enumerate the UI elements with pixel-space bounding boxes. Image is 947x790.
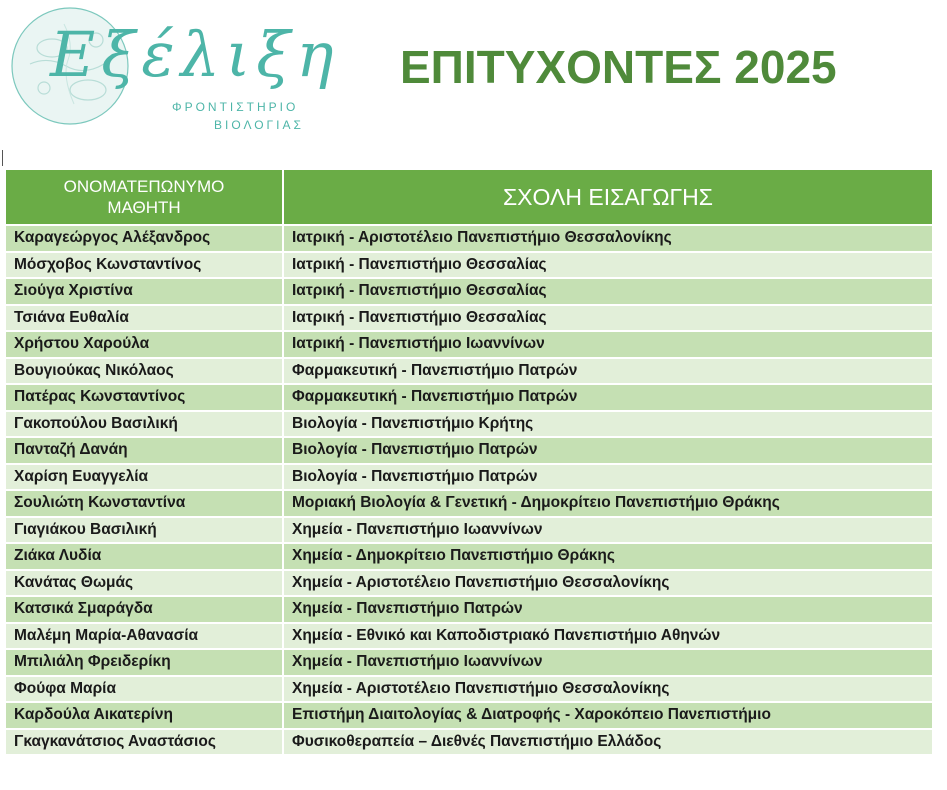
school-cell: Επιστήμη Διαιτολογίας & Διατροφής - Χαροκόπειο Πανεπιστήμιο [283,702,933,729]
column-header-school: ΣΧΟΛΗ ΕΙΣΑΓΩΓΗΣ [283,169,933,225]
column-header-student [5,169,283,225]
logo-subtitle-1: ΦΡΟΝΤΙΣΤΗΡΙΟ [172,100,299,114]
table-row [5,411,933,438]
table-row [5,570,933,597]
student-name-cell: Τσιάνα Ευθαλία [5,305,283,332]
school-cell: Χημεία - Πανεπιστήμιο Πατρών [283,596,933,623]
student-name-cell: Βουγιούκας Νικόλαος [5,358,283,385]
student-name-cell: Κανάτας Θωμάς [5,570,283,597]
student-name-cell: Χαρίση Ευαγγελία [5,464,283,491]
school-cell: Χημεία - Πανεπιστήμιο Ιωαννίνων [283,649,933,676]
student-name-cell: Χρήστου Χαρούλα [5,331,283,358]
page-title: ΕΠΙΤΥΧΟΝΤΕΣ 2025 [400,41,837,93]
table-row [5,729,933,756]
table-row [5,464,933,491]
student-name-cell: Πατέρας Κωνσταντίνος [5,384,283,411]
school-cell: Φαρμακευτική - Πανεπιστήμιο Πατρών [283,358,933,385]
page-header [0,0,947,150]
text-cursor [2,150,3,166]
student-name-cell: Μόσχοβος Κωνσταντίνος [5,252,283,279]
table-row [5,358,933,385]
school-cell: Χημεία - Πανεπιστήμιο Ιωαννίνων [283,517,933,544]
school-cell: Ιατρική - Πανεπιστήμιο Θεσσαλίας [283,305,933,332]
table-row [5,649,933,676]
student-name-cell: Πανταζή Δανάη [5,437,283,464]
school-cell: Χημεία - Δημοκρίτειο Πανεπιστήμιο Θράκης [283,543,933,570]
student-name-cell: Γκαγκανάτσιος Αναστάσιος [5,729,283,756]
column-header-student-line2: ΜΑΘΗΤΗ [107,198,181,217]
table-row [5,384,933,411]
school-cell: Μοριακή Βιολογία & Γενετική - Δημοκρίτειο Πανεπιστήμιο Θράκης [283,490,933,517]
table-row [5,623,933,650]
logo-subtitle-2: ΒΙΟΛΟΓΙΑΣ [214,118,304,132]
table-row [5,702,933,729]
student-name-cell: Σουλιώτη Κωνσταντίνα [5,490,283,517]
table-row [5,252,933,279]
table-row [5,676,933,703]
student-name-cell: Φούφα Μαρία [5,676,283,703]
school-cell: Βιολογία - Πανεπιστήμιο Κρήτης [283,411,933,438]
school-cell: Ιατρική - Πανεπιστήμιο Θεσσαλίας [283,278,933,305]
table-row [5,543,933,570]
student-name-cell: Σιούγα Χριστίνα [5,278,283,305]
table-row [5,437,933,464]
table-row [5,305,933,332]
table-row [5,225,933,252]
school-cell: Χημεία - Εθνικό και Καποδιστριακό Πανεπιστήμιο Αθηνών [283,623,933,650]
table-header-row [5,169,933,225]
school-cell: Ιατρική - Πανεπιστήμιο Θεσσαλίας [283,252,933,279]
table-body [5,225,933,755]
table-row [5,490,933,517]
student-name-cell: Καραγεώργος Αλέξανδρος [5,225,283,252]
school-cell: Ιατρική - Πανεπιστήμιο Ιωαννίνων [283,331,933,358]
student-name-cell: Μαλέμη Μαρία-Αθανασία [5,623,283,650]
school-cell: Ιατρική - Αριστοτέλειο Πανεπιστήμιο Θεσσαλονίκης [283,225,933,252]
school-cell: Χημεία - Αριστοτέλειο Πανεπιστήμιο Θεσσαλονίκης [283,570,933,597]
school-cell: Φυσικοθεραπεία – Διεθνές Πανεπιστήμιο Ελλάδος [283,729,933,756]
student-name-cell: Κατσικά Σμαράγδα [5,596,283,623]
table-row [5,596,933,623]
school-cell: Χημεία - Αριστοτέλειο Πανεπιστήμιο Θεσσαλονίκης [283,676,933,703]
logo-word: Εξέλιξη [50,18,340,91]
school-cell: Βιολογία - Πανεπιστήμιο Πατρών [283,464,933,491]
table-row [5,278,933,305]
student-name-cell: Μπιλιάλη Φρειδερίκη [5,649,283,676]
logo [8,4,348,134]
results-table [4,168,934,756]
student-name-cell: Ζιάκα Λυδία [5,543,283,570]
school-cell: Βιολογία - Πανεπιστήμιο Πατρών [283,437,933,464]
student-name-cell: Καρδούλα Αικατερίνη [5,702,283,729]
school-cell: Φαρμακευτική - Πανεπιστήμιο Πατρών [283,384,933,411]
column-header-student-line1: ΟΝΟΜΑΤΕΠΩΝΥΜΟ [63,177,225,196]
student-name-cell: Γιαγιάκου Βασιλική [5,517,283,544]
student-name-cell: Γακοπούλου Βασιλική [5,411,283,438]
table-row [5,517,933,544]
table-row [5,331,933,358]
